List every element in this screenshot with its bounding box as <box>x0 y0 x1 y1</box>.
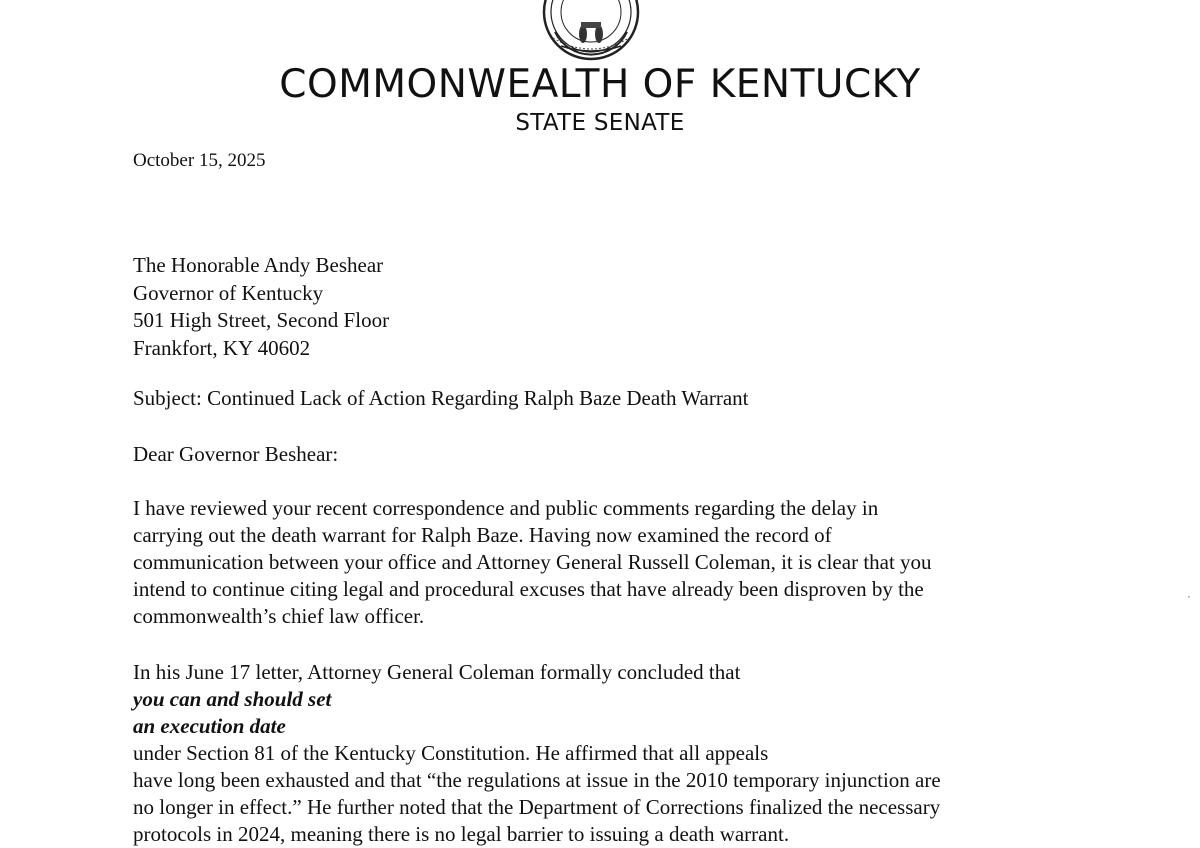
paragraph-line: intend to continue citing legal and procedural excuses that have already been disproven by the <box>133 577 924 601</box>
paragraph-line: I have reviewed your recent correspondence and public comments regarding the delay in <box>133 496 879 520</box>
recipient-name: The Honorable Andy Beshear <box>133 253 384 277</box>
organization-name: COMMONWEALTH OF KENTUCKY <box>279 62 921 107</box>
paragraph-line <box>133 659 1163 713</box>
paragraph-line <box>133 713 1163 767</box>
body-paragraph-2 <box>133 659 1163 848</box>
department-name: STATE SENATE <box>515 110 685 136</box>
paragraph-text: In his June 17 letter, Attorney General Coleman formally concluded that <box>133 660 741 684</box>
recipient-street: 501 High Street, Second Floor <box>133 308 390 332</box>
paragraph-line: communication between your office and Attorney General Russell Coleman, it is clear that you <box>133 550 932 574</box>
scan-artifact-mark: ⋅ <box>1187 590 1191 604</box>
salutation: Dear Governor Beshear: <box>133 442 339 466</box>
letter-date: October 15, 2025 <box>133 150 266 171</box>
paragraph-line: protocols in 2024, meaning there is no legal barrier to issuing a death warrant. <box>133 822 790 846</box>
recipient-address-block <box>133 252 1163 362</box>
paragraph-line: have long been exhausted and that “the regulations at issue in the 2010 temporary injunction are <box>133 768 941 792</box>
state-seal-icon <box>541 0 641 62</box>
recipient-city: Frankfort, KY 40602 <box>133 335 311 360</box>
emphasized-text: you can and should set <box>133 687 332 711</box>
paragraph-line: carrying out the death warrant for Ralph Baze. Having now examined the record of <box>133 523 832 547</box>
subject-line: Subject: Continued Lack of Action Regarding Ralph Baze Death Warrant <box>133 386 749 410</box>
paragraph-line: commonwealth’s chief law officer. <box>133 604 425 628</box>
paragraph-text: under Section 81 of the Kentucky Constitution. He affirmed that all appeals <box>133 741 769 765</box>
body-paragraph-1 <box>133 495 1163 630</box>
emphasized-text: an execution date <box>133 714 286 738</box>
paragraph-line: no longer in effect.” He further noted that the Department of Corrections finalized the necessary <box>133 795 941 819</box>
recipient-title: Governor of Kentucky <box>133 280 324 305</box>
